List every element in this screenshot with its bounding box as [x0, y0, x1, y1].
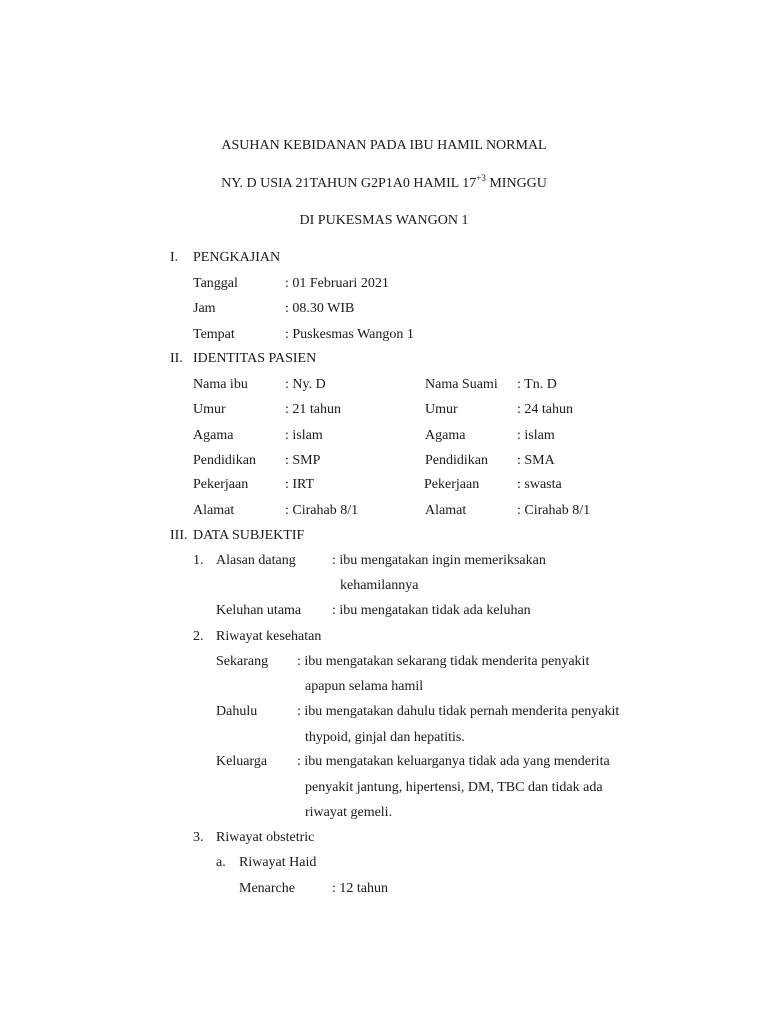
keluarga-value: : ibu mengatakan keluarganya tidak ada yang menderita: [297, 754, 610, 769]
alasan-datang-value: : ibu mengatakan ingin memeriksakan: [332, 553, 546, 568]
nama-ibu-value: : Ny. D: [285, 377, 326, 392]
section-3-heading: DATA SUBJEKTIF: [193, 528, 305, 543]
pekerjaan-ibu-label: Pekerjaan: [193, 477, 249, 492]
tanggal-label: Tanggal: [193, 276, 238, 291]
riwayat-haid-heading: Riwayat Haid: [239, 855, 317, 870]
umur-suami-label: Umur: [425, 402, 458, 417]
riwayat-kesehatan-heading: Riwayat kesehatan: [216, 629, 322, 644]
section-1-number: I.: [170, 250, 179, 265]
section-3-number: III.: [170, 528, 188, 543]
umur-suami-value: : 24 tahun: [517, 402, 573, 417]
document-location: DI PUKESMAS WANGON 1: [299, 213, 469, 228]
alamat-ibu-value: : Cirahab 8/1: [285, 503, 359, 518]
pekerjaan-suami-label: Pekerjaan: [424, 477, 480, 492]
pendidikan-suami-label: Pendidikan: [425, 453, 488, 468]
alamat-ibu-label: Alamat: [193, 503, 235, 518]
alasan-datang-label: Alasan datang: [216, 553, 296, 568]
pekerjaan-suami-value: : swasta: [517, 477, 562, 492]
sub-a-number: a.: [216, 855, 226, 870]
tempat-value: : Puskesmas Wangon 1: [285, 327, 414, 342]
section-1-heading: PENGKAJIAN: [193, 250, 281, 265]
sekarang-label: Sekarang: [216, 654, 269, 669]
nama-ibu-label: Nama ibu: [193, 377, 248, 392]
section-2-heading: IDENTITAS PASIEN: [193, 351, 317, 366]
tanggal-value: : 01 Februari 2021: [285, 276, 389, 291]
umur-ibu-label: Umur: [193, 402, 226, 417]
pendidikan-ibu-value: : SMP: [285, 453, 321, 468]
alasan-datang-value-cont: kehamilannya: [340, 578, 419, 593]
keluarga-label: Keluarga: [216, 754, 268, 769]
item-2-number: 2.: [193, 629, 204, 644]
agama-suami-value: : islam: [517, 428, 555, 443]
nama-suami-value: : Tn. D: [517, 377, 557, 392]
dahulu-label: Dahulu: [216, 704, 258, 719]
keluhan-utama-label: Keluhan utama: [216, 603, 302, 618]
pendidikan-suami-value: : SMA: [517, 453, 555, 468]
pekerjaan-ibu-value: : IRT: [285, 477, 315, 492]
agama-ibu-label: Agama: [193, 428, 234, 443]
sekarang-value-cont: apapun selama hamil: [305, 679, 424, 694]
subtitle-superscript: +3: [476, 173, 486, 183]
dahulu-value: : ibu mengatakan dahulu tidak pernah menderita penyakit: [297, 704, 620, 719]
alamat-suami-value: : Cirahab 8/1: [517, 503, 591, 518]
agama-ibu-value: : islam: [285, 428, 323, 443]
keluhan-utama-value: : ibu mengatakan tidak ada keluhan: [332, 603, 531, 618]
riwayat-obstetric-heading: Riwayat obstetric: [216, 830, 315, 845]
document-title: ASUHAN KEBIDANAN PADA IBU HAMIL NORMAL: [221, 138, 547, 153]
menarche-value: : 12 tahun: [332, 881, 388, 896]
item-1-number: 1.: [193, 553, 204, 568]
keluarga-value-cont-2: riwayat gemeli.: [305, 805, 393, 820]
alamat-suami-label: Alamat: [425, 503, 467, 518]
jam-value: : 08.30 WIB: [285, 301, 355, 316]
subtitle-main: NY. D USIA 21TAHUN G2P1A0 HAMIL 17: [221, 176, 477, 191]
section-2-number: II.: [170, 351, 183, 366]
jam-label: Jam: [193, 301, 216, 316]
tempat-label: Tempat: [193, 327, 235, 342]
nama-suami-label: Nama Suami: [425, 377, 498, 392]
agama-suami-label: Agama: [425, 428, 466, 443]
sekarang-value: : ibu mengatakan sekarang tidak menderita penyakit: [297, 654, 590, 669]
subtitle-suffix: MINGGU: [485, 176, 547, 191]
keluarga-value-cont-1: penyakit jantung, hipertensi, DM, TBC dan tidak ada: [305, 780, 603, 795]
document-subtitle: [0, 175, 768, 193]
menarche-label: Menarche: [239, 881, 295, 896]
pendidikan-ibu-label: Pendidikan: [193, 453, 256, 468]
umur-ibu-value: : 21 tahun: [285, 402, 341, 417]
item-3-number: 3.: [193, 830, 204, 845]
dahulu-value-cont: thypoid, ginjal dan hepatitis.: [305, 730, 465, 745]
